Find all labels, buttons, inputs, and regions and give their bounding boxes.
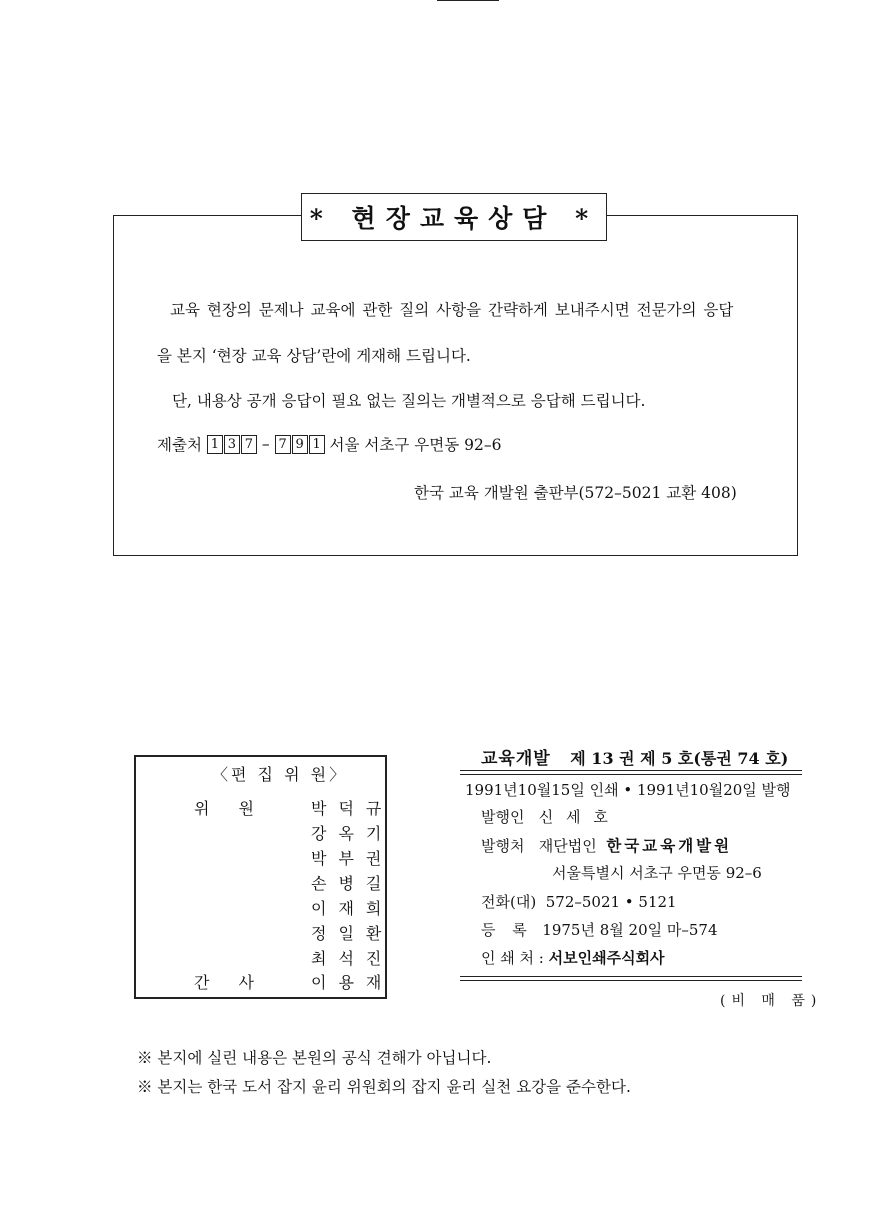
printer-row	[481, 947, 665, 968]
committee-secretary: 이용재	[311, 973, 394, 992]
consultation-title: * 현장교육상담 *	[301, 193, 607, 241]
ethics-note: ※ 본지는 한국 도서 잡지 윤리 위원회의 잡지 윤리 실천 요강을 준수한다.	[137, 1078, 631, 1096]
committee-member: 강옥기	[311, 824, 394, 843]
submission-address-line	[157, 433, 501, 455]
registration-value: 1975년 8월 20일 마–574	[542, 921, 718, 939]
print-dates: 1991년10월15일 인쇄 • 1991년10월20일 발행	[465, 781, 791, 799]
consultation-line-1: 교육 현장의 문제나 교육에 관한 질의 사항을 간략하게 보내주시면 전문가의 응답	[170, 301, 734, 319]
issuer-label: 발행처	[481, 837, 525, 855]
issuer-prefix: 재단법인	[538, 837, 597, 855]
issuer-org: 한국교육개발원	[606, 836, 733, 855]
publisher-name: 신 세 호	[538, 808, 612, 826]
header-rule	[460, 774, 802, 775]
magazine-title: 교육개발	[481, 749, 551, 769]
committee-member: 손병길	[311, 874, 394, 893]
phone-row	[481, 891, 677, 912]
printer-name: 서보인쇄주식회사	[548, 949, 665, 967]
submit-label: 제출처	[157, 436, 202, 454]
issuer-address: 서울특별시 서초구 우면동 92–6	[552, 864, 762, 882]
registration-label: 등 록	[481, 921, 533, 939]
committee-member: 박덕규	[311, 799, 394, 818]
printer-label: 인 쇄 처 :	[481, 949, 544, 967]
zip-digit: 3	[224, 435, 240, 454]
consultation-box	[113, 215, 798, 556]
issuer-row	[481, 834, 732, 856]
zip-digit: 7	[275, 435, 291, 454]
header-rule	[460, 770, 802, 771]
disclaimer-note: ※ 본지에 실린 내용은 본원의 공식 견해가 아닙니다.	[137, 1049, 492, 1067]
committee-title: 〈편 집 위 원〉	[212, 765, 349, 784]
phone-label: 전화(대)	[481, 893, 537, 911]
zip-digit: 1	[309, 435, 325, 454]
publisher-row	[481, 806, 612, 827]
publication-header	[481, 744, 788, 769]
committee-role-members: 위 원	[194, 799, 266, 818]
registration-row	[481, 919, 718, 940]
footer-rule	[460, 976, 802, 977]
phone-number: 572–5021 • 5121	[545, 893, 677, 911]
top-rule	[437, 0, 499, 1]
publisher-label: 발행인	[481, 808, 525, 826]
publisher-contact: 한국 교육 개발원 출판부(572–5021 교환 408)	[414, 484, 737, 502]
zip-dash: –	[261, 434, 270, 453]
zip-digit: 9	[292, 435, 308, 454]
committee-member: 이재희	[311, 899, 394, 918]
submit-address: 서울 서초구 우면동 92–6	[329, 436, 502, 454]
committee-member: 박부권	[311, 849, 394, 868]
committee-role-secretary: 간 사	[194, 973, 266, 992]
consultation-line-2: 을 본지 ‘현장 교육 상담’란에 게재해 드립니다.	[157, 347, 471, 365]
zip-digit: 1	[207, 435, 223, 454]
zip-code	[207, 435, 325, 454]
not-for-sale-label: (비 매 품)	[720, 993, 823, 1009]
consultation-line-3: 단, 내용상 공개 응답이 필요 없는 질의는 개별적으로 응답해 드립니다.	[172, 392, 646, 410]
zip-digit: 7	[241, 435, 257, 454]
committee-member: 정일환	[311, 924, 394, 943]
committee-member: 최석진	[311, 949, 394, 968]
issue-number: 제 13 권 제 5 호(통권 74 호)	[570, 749, 789, 768]
footer-rule	[460, 980, 802, 981]
